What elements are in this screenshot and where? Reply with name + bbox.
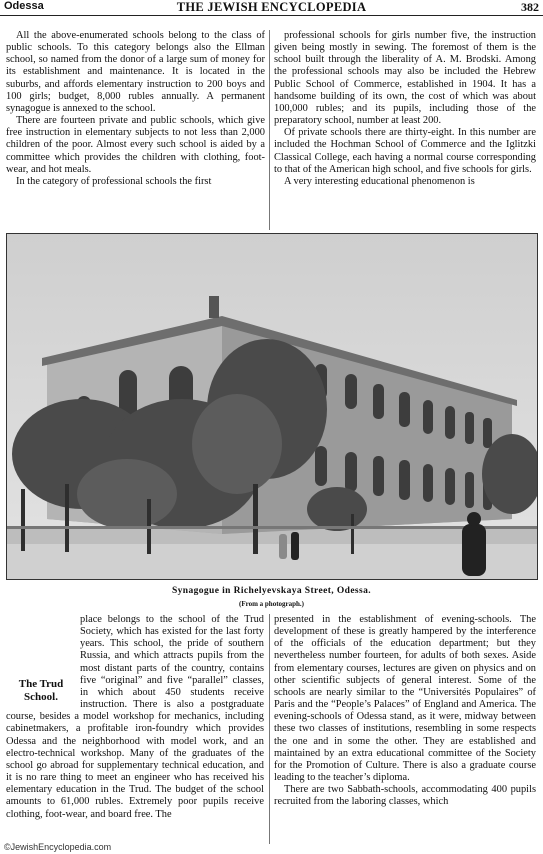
header-rule [0,15,543,16]
paragraph: professional schools for girls number five, the instruction given being mostly in sewing. The foremost of them is the school built through the liberality of A. M. Brodski. Among the professional schools may also be included the Hebrew Public School of Commerce, established in 1904. It has a handsome building of its own, the cost of which was about 100,000 rubles; and its pupils, including those of the preparatory school, number at least 200. [274,30,536,127]
column-divider-top [269,30,270,230]
page-number: 382 [521,0,539,14]
paragraph: Of private schools there are thirty-eight. In this number are included the Hochman School of Commerce and the Iglitzki Classical College, each having a normal course corresponding to that of the American high school, and five schools for girls. [274,127,536,175]
paragraph: place belongs to the school of the Trud Society, which has existed for the last forty years. This school, the pride of southern Russia, and which attracts pupils from the most distant parts of the country, contains five “original” and five “parallel” classes, in which about 450 students receive instruction. There is also a postgraduate course, besides a model workshop for mechanics, including cabinetmakers, a profitable iron-foundry which provides Odessa and the neighborhood with model work, and an electro-technical workshop. Many of the graduates of the school go abroad for supplementary technical education, and it is no rare thing to meet an engineer who has received his elementary education in the Trud. The budget of the school amounts to 61,000 rubles. Extremely poor pupils receive clothing, foot-wear, and board free. The [6,614,264,820]
page-header [0,0,543,14]
column-right-top [274,30,536,188]
figure-caption: Synagogue in Richelyevskaya Street, Odessa. [171,586,372,596]
figure-credit: (From a photograph.) [238,600,304,608]
synagogue-photograph [6,233,538,580]
margin-note-trud-school: The Trud School. [18,678,64,703]
paragraph: A very interesting educational phenomenon is [284,175,475,187]
column-left-bottom [6,614,264,821]
synagogue-illustration [7,234,537,579]
copyright-footer: ©JewishEncyclopedia.com [4,842,112,852]
header-left: Odessa [4,0,44,12]
paragraph: There are two Sabbath-schools, accommodating 400 pupils recruited from the laboring classes, which [274,784,536,808]
column-left-top [6,30,265,188]
header-title: THE JEWISH ENCYCLOPEDIA [176,0,367,14]
paragraph: There are fourteen private and public schools, which give free instruction in elementary subjects to not less than 2,000 children of the poor. Almost every such school is aided by a committee which provides the children with clothing, foot-wear, and hot meals. [6,115,265,175]
column-divider-bottom [269,614,270,844]
paragraph: All the above-enumerated schools belong to the class of public schools. To this category belongs also the Ellman school, so named from the donor of a large sum of money for its establishment and maintenance. It is located in the suburbs, and affords elementary instruction to 200 boys and 100 girls; budget, 8,000 rubles annually. A permanent synagogue is annexed to the school. [6,30,265,114]
column-right-bottom [274,614,536,809]
paragraph: presented in the establishment of evening-schools. The development of these is greatly hampered by the interference of the officials of the education department; but they nevertheless number fourteen, for adults of both sexes. Aside from elementary courses, lectures are given on physics and on other scientific subjects of general interest. Some of the schools are nearly similar to the “Universités Populaires” of Paris and the “People’s Palaces” of England and America. The evening-schools of Odessa stand, as it were, midway between these two classes of institutions, resembling in some respects the one and in some the other. They are established and maintained by an extra educational committee of the Society for the Promotion of Culture. There is also a graduate course leading to the teacher’s diploma. [274,614,536,784]
paragraph: In the category of professional schools the first [16,175,212,187]
